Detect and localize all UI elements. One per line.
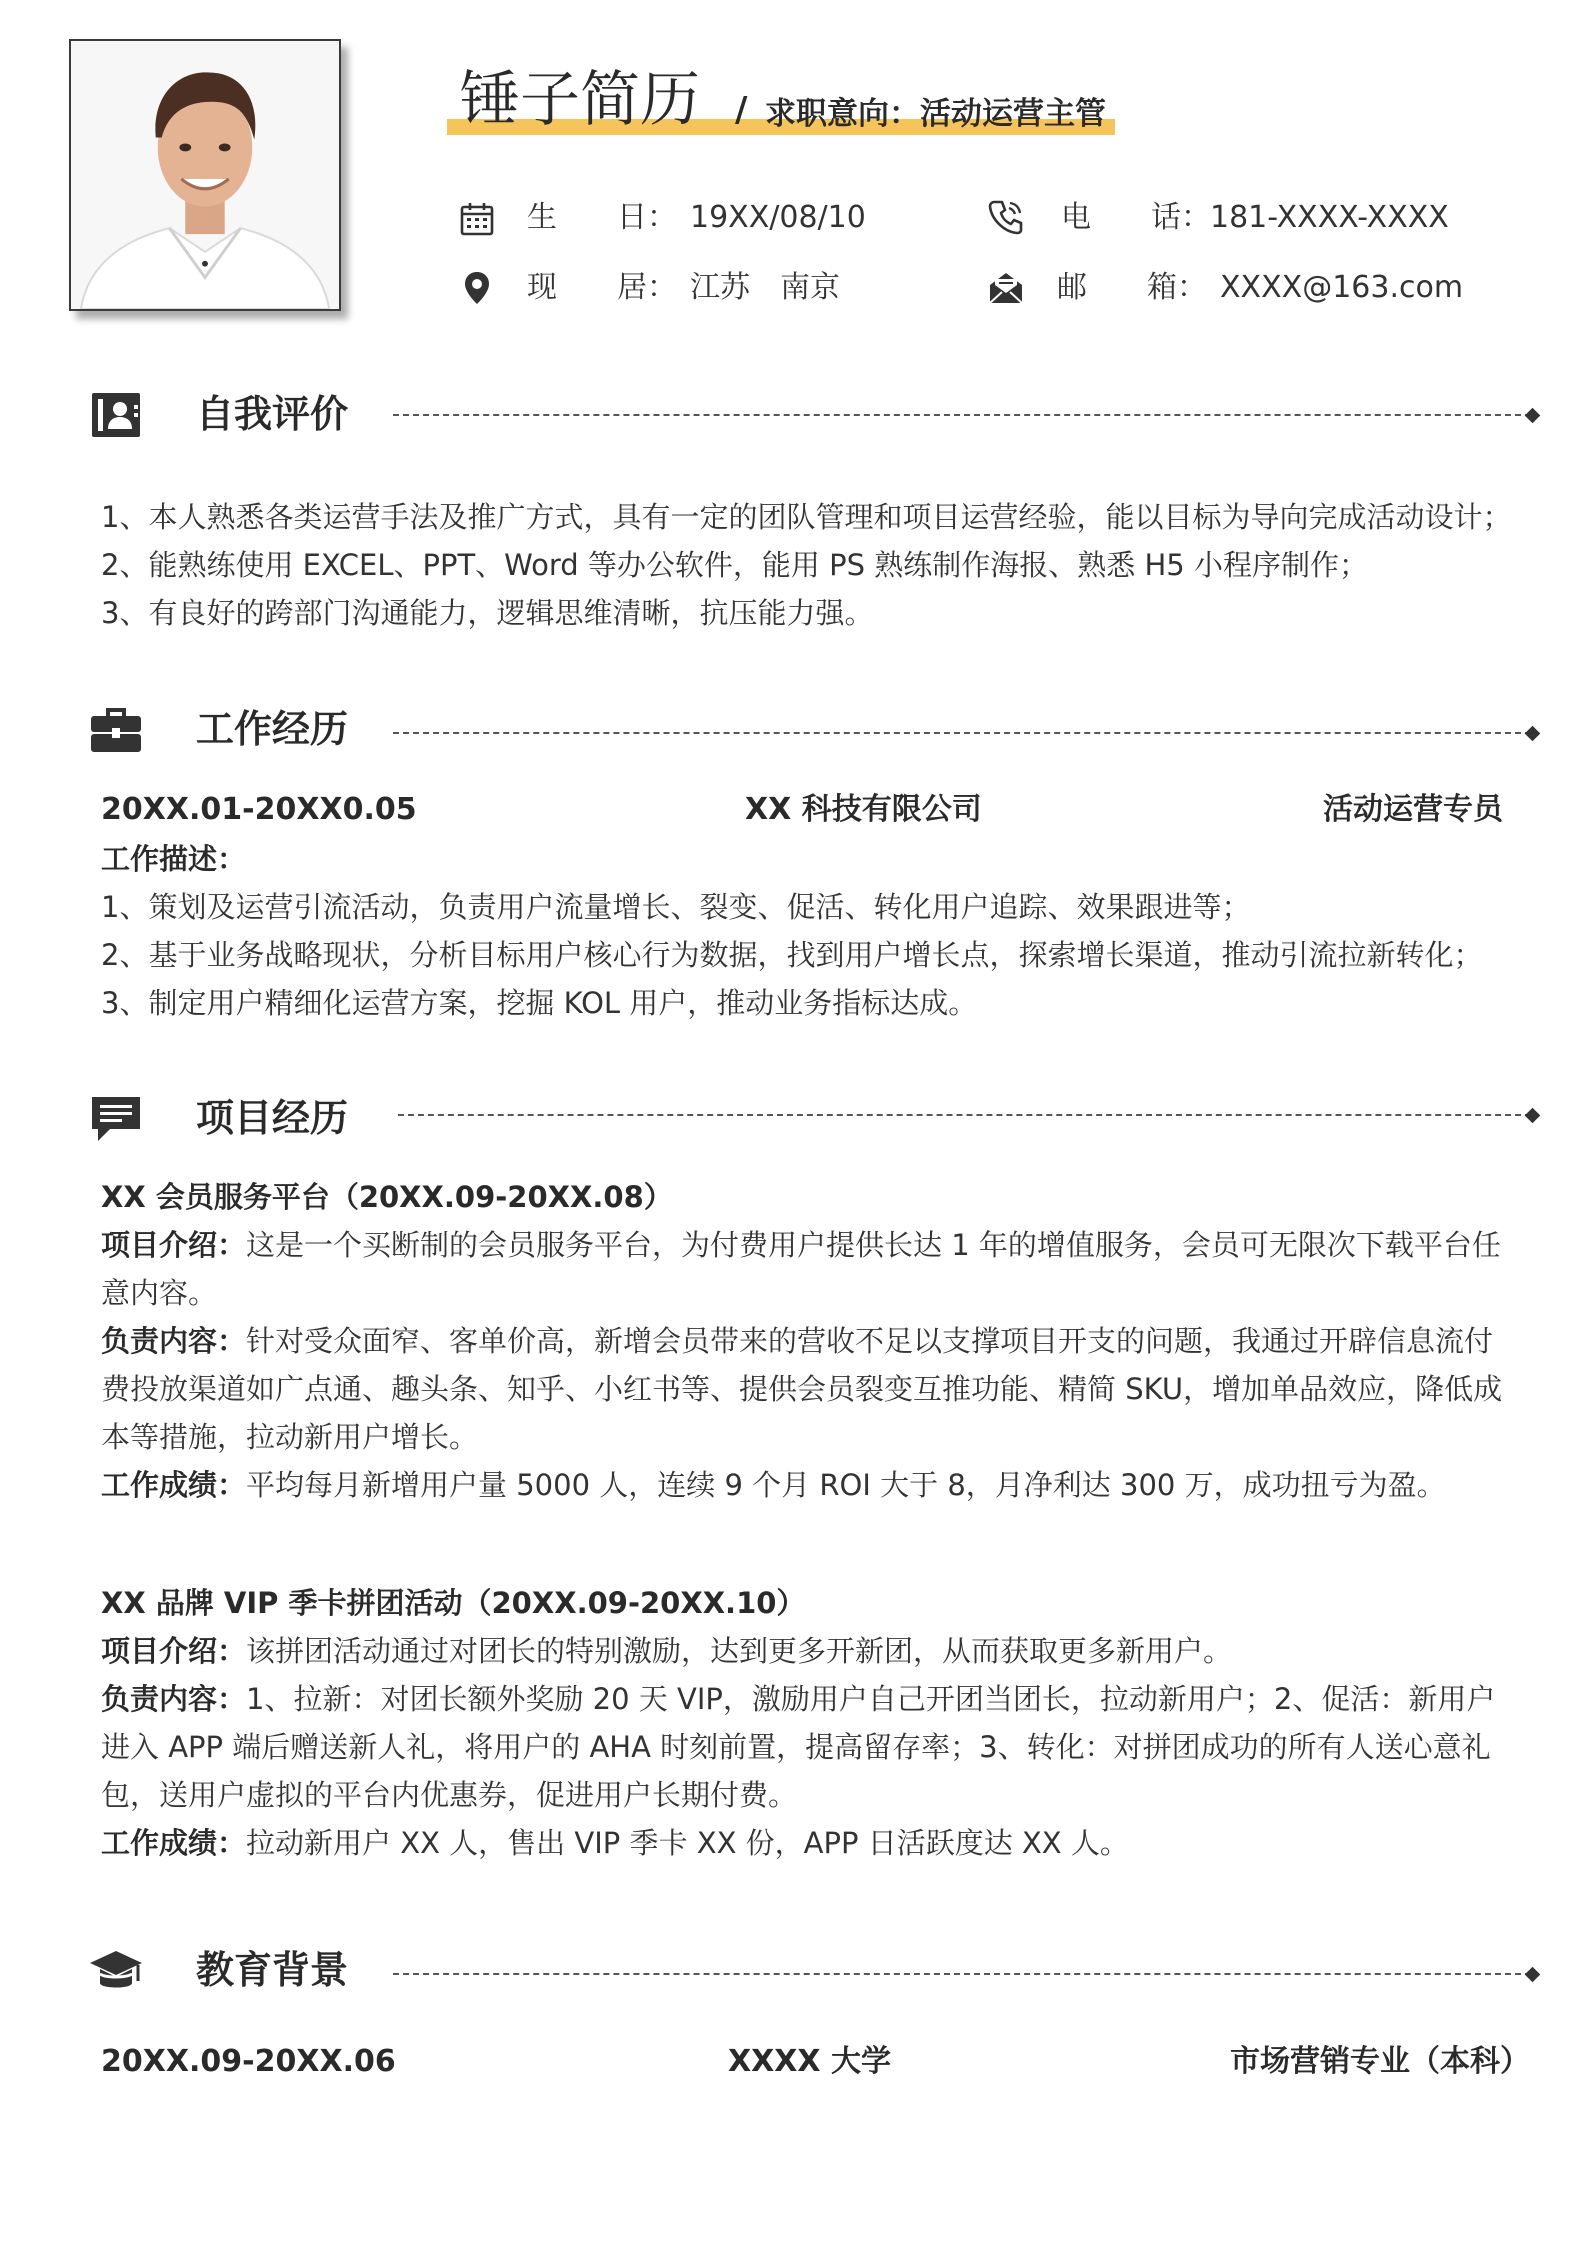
project-duty: 1、拉新：对团长额外奖励 20 天 VIP，激励用户自己开团当团长，拉动新用户；2、促活：新用户进入 APP 端后赠送新人礼，将用户的 AHA 时刻前置，提高留存率；3、转化：对拼团成功的所有人送心意礼包，送用户虚拟的平台内优惠券，促进用户长期付费。 — [101, 1682, 1496, 1812]
calendar-icon — [459, 201, 495, 237]
project-intro-label: 项目介绍： — [101, 1634, 247, 1668]
briefcase-icon — [88, 702, 144, 758]
work-item: 2、基于业务战略现状，分析目标用户核心行为数据，找到用户增长点，探索增长渠道，推动引流拉新转化； — [101, 938, 1483, 972]
phone-value: 181-XXXX-XXXX — [1210, 200, 1449, 235]
project-intro: 这是一个买断制的会员服务平台，为付费用户提供长达 1 年的增值服务，会员可无限次下载平台任意内容。 — [101, 1228, 1501, 1310]
phone-icon — [988, 199, 1024, 235]
email-label: 邮 箱： — [1057, 270, 1207, 305]
project-result: 平均每月新增用户量 5000 人，连续 9 个月 ROI 大于 8，月净利达 300 万，成功扭亏为盈。 — [246, 1468, 1446, 1502]
mail-icon — [988, 270, 1024, 306]
section-title-projects: 项目经历 — [196, 1096, 349, 1140]
project-result-label: 工作成绩： — [101, 1826, 247, 1860]
project-intro: 该拼团活动通过对团长的特别激励，达到更多开新团，从而获取更多新用户。 — [246, 1634, 1233, 1668]
education-school: XXXX 大学 — [728, 2044, 891, 2079]
project-result-label: 工作成绩： — [101, 1468, 247, 1502]
email-value: XXXX@163.com — [1220, 270, 1464, 305]
work-company: XX 科技有限公司 — [745, 792, 982, 827]
work-desc-label: 工作描述： — [101, 842, 247, 876]
work-position: 活动运营专员 — [1323, 792, 1503, 827]
self-eval-item: 1、本人熟悉各类运营手法及推广方式，具有一定的团队管理和项目运营经验，能以目标为导向完成活动设计； — [101, 500, 1512, 534]
self-eval-list — [101, 493, 1521, 637]
profile-photo — [69, 39, 341, 311]
education-major: 市场营销专业（本科） — [1230, 2044, 1530, 2079]
project-intro-label: 项目介绍： — [101, 1228, 247, 1262]
section-divider — [393, 414, 1531, 416]
divider-end-diamond — [1525, 726, 1541, 742]
divider-end-diamond — [1525, 1967, 1541, 1983]
work-item: 3、制定用户精细化运营方案，挖掘 KOL 用户，推动业务指标达成。 — [101, 986, 978, 1020]
section-divider — [393, 732, 1531, 734]
phone-label: 电 话： — [1061, 200, 1211, 235]
section-title-education: 教育背景 — [196, 1948, 349, 1992]
education-period: 20XX.09-20XX.06 — [101, 2044, 396, 2079]
project-block — [101, 1579, 1521, 1867]
birthday-value: 19XX/08/10 — [690, 200, 866, 235]
project-name: XX 品牌 VIP 季卡拼团活动（20XX.09-20XX.10） — [101, 1586, 806, 1620]
section-divider — [398, 1114, 1531, 1116]
resume-title: 锤子简历 — [460, 65, 700, 135]
birthday-label: 生 日： — [527, 200, 677, 235]
work-item: 1、策划及运营引流活动，负责用户流量增长、裂变、促活、转化用户追踪、效果跟进等； — [101, 890, 1251, 924]
section-title-work: 工作经历 — [196, 707, 349, 751]
location-pin-icon — [459, 270, 495, 306]
project-name: XX 会员服务平台（20XX.09-20XX.08） — [101, 1180, 673, 1214]
chat-icon — [88, 1091, 144, 1147]
divider-end-diamond — [1525, 1108, 1541, 1124]
residence-value: 江苏 南京 — [690, 270, 840, 305]
project-duty-label: 负责内容： — [101, 1324, 247, 1358]
project-duty: 针对受众面窄、客单价高，新增会员带来的营收不足以支撑项目开支的问题，我通过开辟信息流付费投放渠道如广点通、趣头条、知乎、小红书等、提供会员裂变互推功能、精简 SKU，增加单品效应，降低成本等措施，拉动新用户增长。 — [101, 1324, 1503, 1454]
section-divider — [393, 1973, 1531, 1975]
graduation-cap-icon — [88, 1943, 144, 1999]
project-duty-label: 负责内容： — [101, 1682, 247, 1716]
project-result: 拉动新用户 XX 人，售出 VIP 季卡 XX 份，APP 日活跃度达 XX 人。 — [246, 1826, 1129, 1860]
section-title-self-eval: 自我评价 — [196, 392, 349, 436]
work-description — [101, 835, 1521, 1027]
residence-label: 现 居： — [527, 270, 677, 305]
person-portrait-icon — [71, 41, 339, 309]
id-card-icon — [88, 387, 144, 443]
self-eval-item: 3、有良好的跨部门沟通能力，逻辑思维清晰，抗压能力强。 — [101, 596, 874, 630]
project-block — [101, 1173, 1521, 1509]
divider-end-diamond — [1525, 408, 1541, 424]
job-target: 求职意向：活动运营主管 — [765, 96, 1106, 132]
self-eval-item: 2、能熟练使用 EXCEL、PPT、Word 等办公软件，能用 PS 熟练制作海报、熟悉 H5 小程序制作； — [101, 548, 1368, 582]
work-period: 20XX.01-20XX0.05 — [101, 792, 417, 827]
title-slash: / — [735, 90, 748, 130]
